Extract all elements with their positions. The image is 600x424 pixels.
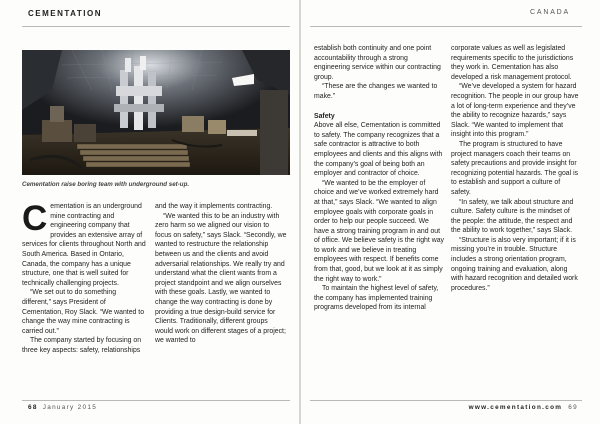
article-column-3 [314, 44, 445, 313]
section-heading-safety: Safety [314, 112, 335, 120]
region-title: CANADA [530, 9, 570, 16]
page-gutter [299, 0, 301, 424]
paragraph: “We wanted this to be an industry with zero harm so we aligned our vision to focus on safety,” says Slack. “Secondly, we wanted to restructure the relationship between us and the clients and avoid adversarial relationships. We really try and understand what the client wants from a project standpoint and we align ourselves with these goals. Lastly, we wanted to change the way contracting is done by providing a true design-build service for Clients. Traditionally, different groups would work on different stages of a project; we wanted to [155, 212, 287, 345]
website-url[interactable]: www.cementation.com [468, 404, 563, 411]
footer-right [469, 404, 578, 411]
paragraph: “In safety, we talk about structure and culture. Safety culture is the mindset of the people: the attitude, the respect and the ability to work together,” says Slack. [451, 198, 574, 235]
paragraph: “We set out to do something different,” says President of Cementation, Roy Slack. “We wanted to change the way mine contracting is carried out.” [22, 289, 145, 335]
paragraph: establish both continuity and one point accountability through a strong engineering service within our contracting group. [314, 45, 441, 81]
paragraph: “We’ve developed a system for hazard recognition. The people in our group have a lot of long-term experience and they’ve the ability to recognize hazards,” says Slack. “We wanted to implement that insight into this program.” [451, 83, 579, 139]
footer-left [28, 404, 97, 411]
header-rule-right [310, 26, 582, 27]
paragraph: ementation is an underground mine contracting and engineering company that provides an extensive array of services for clients throughout North and South America. Based in Ontario, Canada, the company has a unique structure, one that is well suited for technically challenging projects. [22, 203, 146, 287]
photo-caption: Cementation raise boring team with underground set-up. [22, 181, 190, 188]
paragraph: corporate values as well as legislated requirements specific to the jurisdictions they work in. Cementation has also developed a risk management protocol. [451, 45, 574, 81]
raise-boring-machine-image [22, 50, 290, 175]
footer-rule-left [22, 400, 290, 401]
issue-date: January 2015 [42, 404, 98, 411]
paragraph: The company started by focusing on three key aspects: safety, relationships [22, 337, 142, 354]
header-rule-left [22, 26, 290, 27]
page-number-right: 69 [568, 404, 578, 411]
underground-photo [22, 50, 290, 175]
section-title: CEMENTATION [28, 9, 102, 18]
drop-cap: C [22, 199, 48, 238]
paragraph: “We wanted to be the employer of choice and we’ve worked extremely hard at that,” says Slack. “We wanted to align employee goals with corporate goals in order to help our people succeed. We have a strong training program in and out of office. We believe safety is the right way to work and we believe in treating employees with respect. If benefits come from that, good, but we look at it as simply the right way to work.” [314, 179, 444, 283]
article-column-2 [155, 202, 287, 346]
paragraph: “Structure is also very important; if it is missing you’re in trouble. Structure includes a strong orientation program, ongoing training and evaluation, along with hazard recognition and detailed work procedures.” [451, 236, 578, 292]
page-number-left: 68 [28, 404, 38, 411]
paragraph: To maintain the highest level of safety, the company has implemented training programs developed from its internal [314, 285, 439, 312]
paragraph: “These are the changes we wanted to make.” [314, 83, 438, 100]
paragraph: Above all else, Cementation is committed to safety. The company recognizes that a safe contractor is attractive to both employees and clients and this aligns with the company’s goal of being both an employer and contractor of choice. [314, 122, 443, 178]
paragraph: and the way it implements contracting. [155, 203, 273, 210]
article-column-4 [451, 44, 581, 293]
article-column-1 [22, 199, 146, 356]
paragraph: The program is structured to have project managers coach their teams on safety precautions and provide insight for recognizing potential hazards. The goal is to establish and support a culture of safety. [451, 140, 579, 196]
footer-rule-right [310, 400, 582, 401]
